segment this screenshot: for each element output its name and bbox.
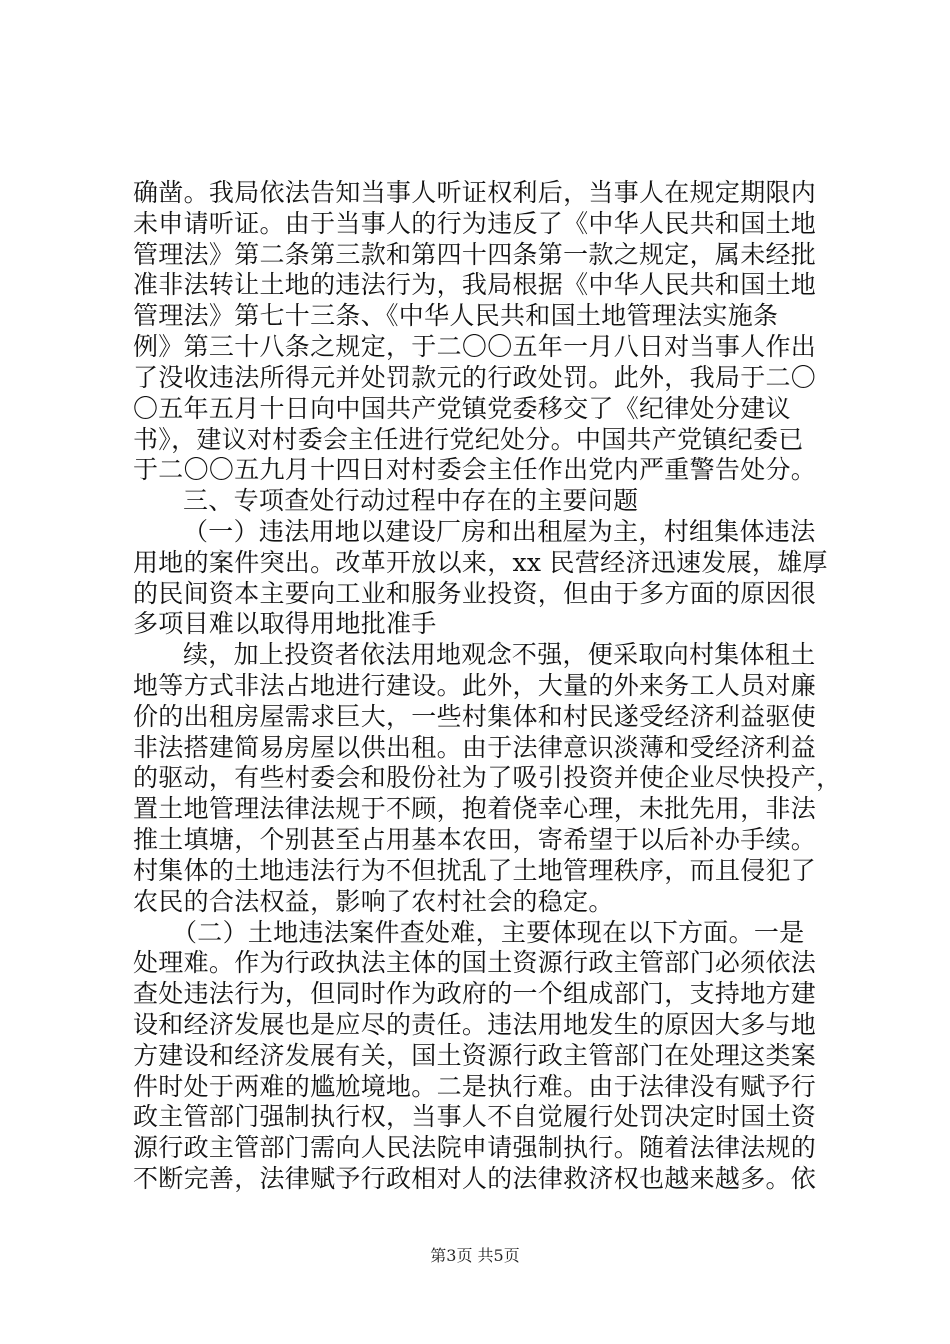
text-line: 多项目难以取得用地批准手 <box>133 609 437 638</box>
text-line: 政主管部门强制执行权，当事人不自觉履行处罚决定时国土资 <box>133 1102 817 1131</box>
text-line: 农民的合法权益，影响了农村社会的稳定。 <box>133 887 614 916</box>
text-line: 管理法》第七十三条、《中华人民共和国土地管理法实施条 <box>133 301 779 330</box>
text-line: 设和经济发展也是应尽的责任。违法用地发生的原因大多与地 <box>133 1010 817 1039</box>
text-line: 价的出租房屋需求巨大，一些村集体和村民遂受经济利益驱使 <box>133 702 817 731</box>
page-footer: 第3页 共5页 <box>430 1246 520 1265</box>
text-line: 例》第三十八条之规定，于二〇〇五年一月八日对当事人作出 <box>133 332 817 361</box>
text-line: 不断完善，法律赋予行政相对人的法律救济权也越来越多。依 <box>133 1164 817 1193</box>
text-line: 于二〇〇五九月十四日对村委会主任作出党内严重警告处分。 <box>133 455 817 484</box>
text-line: 续，加上投资者依法用地观念不强，便采取向村集体租土 <box>183 640 816 669</box>
text-line: （二）土地违法案件查处难，主要体现在以下方面。一是 <box>172 918 805 947</box>
text-line: 用地的案件突出。改革开放以来，xx 民营经济迅速发展，雄厚 <box>133 548 828 577</box>
text-line: 方建设和经济发展有关，国土资源行政主管部门在处理这类案 <box>133 1041 817 1070</box>
text-line: 书》，建议对村委会主任进行党纪处分。中国共产党镇纪委已 <box>133 425 804 454</box>
text-line: 非法搭建简易房屋以供出租。由于法律意识淡薄和受经济利益 <box>133 733 817 762</box>
text-line: 的驱动，有些村委会和股份社为了吸引投资并使企业尽快投产， <box>133 763 842 792</box>
text-line: 准非法转让土地的违法行为，我局根据《中华人民共和国土地 <box>133 270 817 299</box>
text-line: 三、专项查处行动过程中存在的主要问题 <box>183 486 639 515</box>
text-line: （一）违法用地以建设厂房和出租屋为主，村组集体违法 <box>183 517 816 546</box>
text-line: 地等方式非法占地进行建设。此外，大量的外来务工人员对廉 <box>133 671 817 700</box>
text-line: 未申请听证。由于当事人的行为违反了《中华人民共和国土地 <box>133 209 817 238</box>
text-line: 推土填塘，个别甚至占用基本农田，寄希望于以后补办手续。 <box>133 825 817 854</box>
text-line: 处理难。作为行政执法主体的国土资源行政主管部门必须依法 <box>133 948 817 977</box>
text-line: 查处违法行为，但同时作为政府的一个组成部门，支持地方建 <box>133 979 817 1008</box>
text-line: 村集体的土地违法行为不但扰乱了土地管理秩序，而且侵犯了 <box>133 856 817 885</box>
text-line: 源行政主管部门需向人民法院申请强制执行。随着法律法规的 <box>133 1133 817 1162</box>
text-line: 确凿。我局依法告知当事人听证权利后，当事人在规定期限内 <box>133 178 817 207</box>
text-line: 件时处于两难的尴尬境地。二是执行难。由于法律没有赋予行 <box>133 1072 817 1101</box>
text-line: 的民间资本主要向工业和服务业投资，但由于多方面的原因很 <box>133 579 817 608</box>
text-line: 〇五年五月十日向中国共产党镇党委移交了《纪律处分建议 <box>133 394 791 423</box>
text-line: 置土地管理法律法规于不顾，抱着侥幸心理，未批先用，非法 <box>133 794 817 823</box>
text-line: 管理法》第二条第三款和第四十四条第一款之规定，属未经批 <box>133 240 817 269</box>
text-line: 了没收违法所得元并处罚款元的行政处罚。此外，我局于二〇 <box>133 363 817 392</box>
